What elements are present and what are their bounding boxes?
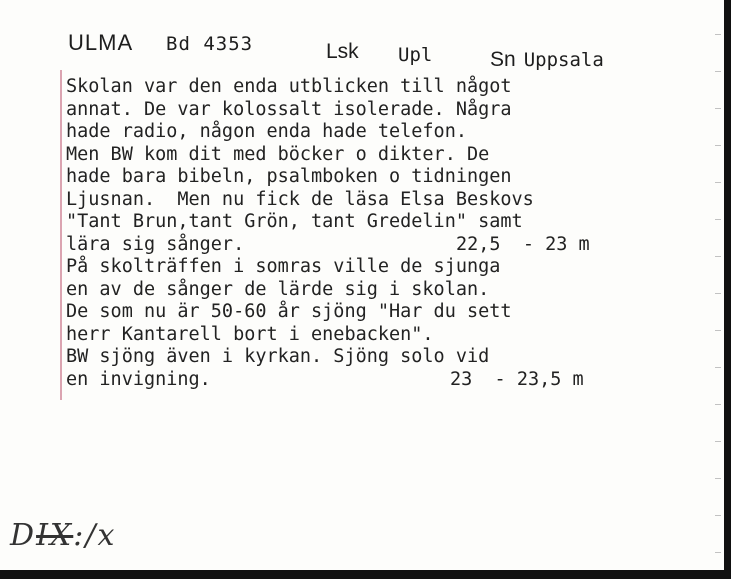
province-code: Upl xyxy=(398,44,433,66)
line-text: "Tant Brun,tant Grön, tant Gredelin" samt xyxy=(66,211,523,232)
card-header xyxy=(68,30,648,70)
line-text: hade bara bibeln, psalmboken o tidningen xyxy=(66,166,512,187)
line-text: Skolan var den enda utblicken till något xyxy=(66,76,512,97)
margin-line xyxy=(60,70,62,400)
line-text: BW sjöng även i kyrkan. Sjöng solo vid xyxy=(66,346,490,367)
text-line xyxy=(66,279,666,302)
text-line xyxy=(66,256,666,279)
reference-number: Bd 4353 xyxy=(166,33,254,55)
line-text: en av de sånger de lärde sig i skolan. xyxy=(66,278,490,300)
handwritten-signature xyxy=(10,518,116,553)
scan-edge-bottom xyxy=(0,570,731,579)
text-line xyxy=(66,211,666,234)
text-line xyxy=(66,369,666,392)
line-text: Men BW kom dit med böcker o dikter. De xyxy=(66,143,490,165)
scan-specks xyxy=(715,20,721,560)
timestamp: 23 - 23,5 m xyxy=(450,368,584,390)
line-text: De som nu är 50-60 år sjöng "Har du sett xyxy=(66,301,512,322)
transcript-text xyxy=(66,76,666,391)
signature-struck: IX xyxy=(36,518,74,553)
line-text: en invigning. xyxy=(66,368,211,390)
text-line xyxy=(66,301,666,324)
text-line xyxy=(66,99,666,122)
archive-name: ULMA xyxy=(68,30,134,55)
timestamp: 22,5 - 23 m xyxy=(456,233,590,255)
text-line xyxy=(66,234,666,257)
text-line xyxy=(66,76,666,99)
text-line xyxy=(66,346,666,369)
line-text: hade radio, någon enda hade telefon. xyxy=(66,121,467,142)
line-text: herr Kantarell bort i enebacken". xyxy=(66,323,434,345)
line-text: annat. De var kolossalt isolerade. Några xyxy=(66,98,512,120)
scan-edge-right xyxy=(724,0,731,579)
line-text: På skolträffen i somras ville de sjunga xyxy=(66,256,501,277)
text-line xyxy=(66,144,666,167)
signature-suffix: :/x xyxy=(73,518,117,553)
parish xyxy=(490,48,604,72)
text-line xyxy=(66,166,666,189)
text-line xyxy=(66,324,666,347)
text-line xyxy=(66,189,666,212)
line-text: Ljusnan. Men nu fick de läsa Elsa Beskovs xyxy=(66,188,534,210)
parish-name: Uppsala xyxy=(523,49,604,71)
signature-prefix: D xyxy=(10,518,37,553)
parish-prefix: Sn xyxy=(490,48,516,71)
line-text: lära sig sånger. xyxy=(66,233,245,255)
text-line xyxy=(66,121,666,144)
landskap-label: Lsk xyxy=(326,40,359,63)
